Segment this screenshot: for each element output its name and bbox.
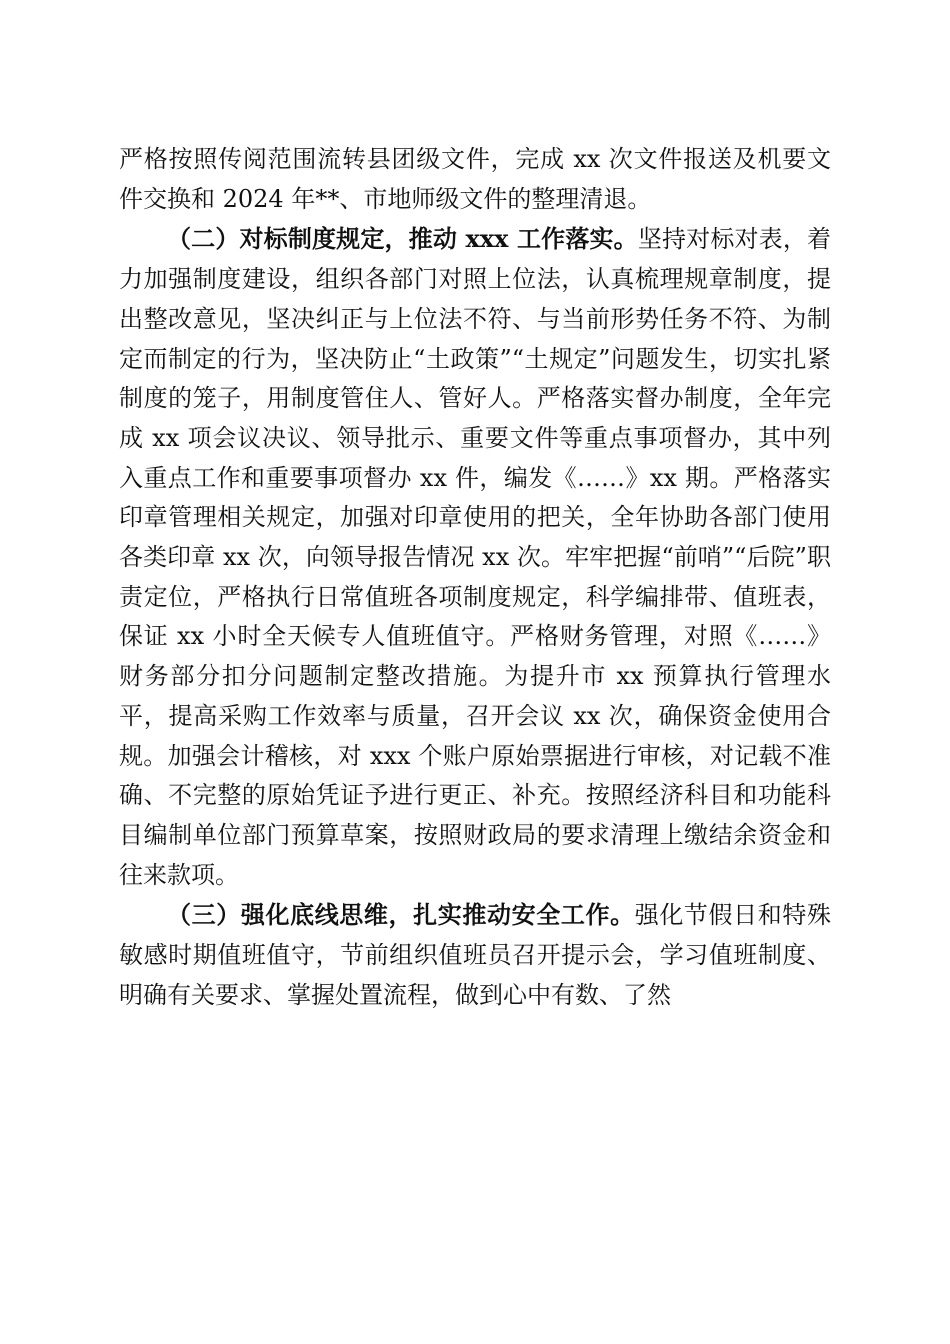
paragraph-text: 坚持对标对表，着力加强制度建设，组织各部门对照上位法，认真梳理规章制度，提出整改意见，坚决纠正与上位法不符、与当前形势任务不符、为制定而制定的行为，坚决防止“土政策”“土规定”问题发生，切实扎紧制度的笼子，用制度管住人、管好人。严格落实督办制度，全年完成 xx 项会议决议、领导批示、重要文件等重点事项督办，其中列入重点工作和重要事项督办 xx 件，编发《……》xx 期。严格落实印章管理相关规定，加强对印章使用的把关，全年协助各部门使用各类印章 xx 次，向领导报告情况 xx 次。牢牢把握“前哨”“后院”职责定位，严格执行日常值班各项制度规定，科学编排带、值班表，保证 xx 小时全天候专人值班值守。严格财务管理，对照《……》财务部分扣分问题制定整改措施。为提升市 xx 预算执行管理水平，提高采购工作效率与质量，召开会议 xx 次，确保资金使用合规。加强会计稽核，对 xxx 个账户原始票据进行审核，对记载不准确、不完整的原始凭证予进行更正、补充。按照经济科目和功能科目编制单位部门预算草案，按照财政局的要求清理上缴结余资金和往来款项。 bbox=[119, 225, 832, 889]
paragraph-section-3 bbox=[119, 895, 831, 1015]
paragraph-section-2 bbox=[119, 219, 831, 895]
paragraph-text: 强化节假日和特殊敏感时期值班值守，节前组织值班员召开提示会，学习值班制度、明确有关要求、掌握处置流程，做到心中有数、了然 bbox=[119, 901, 832, 1009]
paragraph-continuation bbox=[119, 140, 831, 219]
section-heading: （二）对标制度规定，推动 xxx 工作落实。 bbox=[167, 224, 638, 254]
document-body bbox=[119, 140, 831, 1015]
section-heading: （三）强化底线思维，扎实推动安全工作。 bbox=[167, 900, 635, 930]
paragraph-text: 严格按照传阅范围流转县团级文件，完成 xx 次文件报送及机要文件交换和 2024 年**、市地师级文件的整理清退。 bbox=[119, 145, 831, 213]
